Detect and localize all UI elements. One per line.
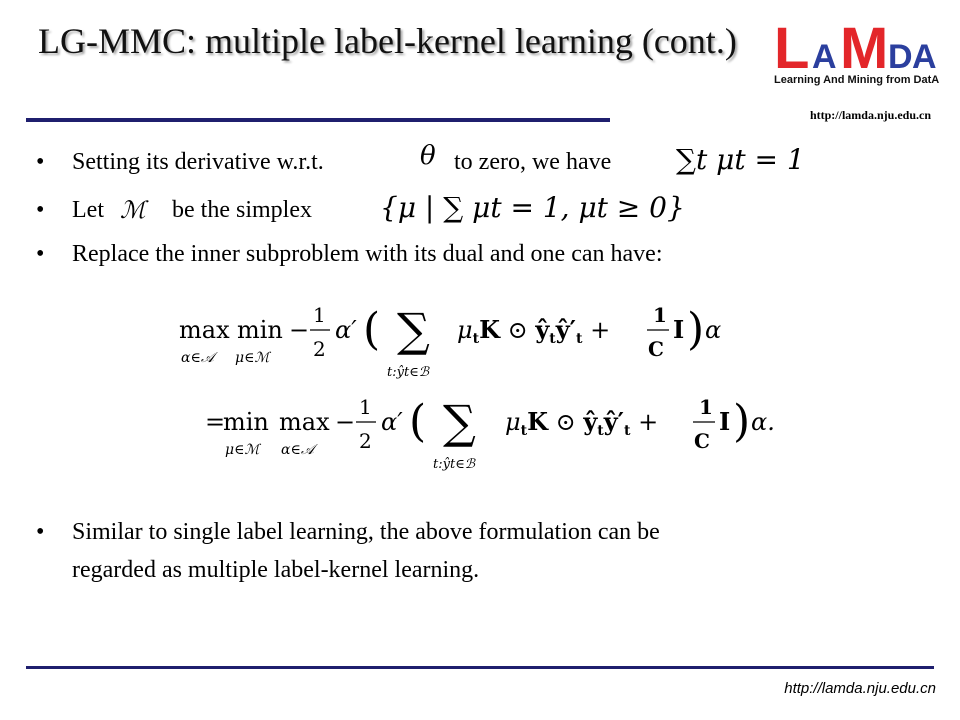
eq2-sum: ∑ [443, 395, 476, 449]
sum-mu-formula: ∑t μt = 1 [676, 143, 805, 176]
bullet-1-pre: Setting its derivative w.r.t. [72, 149, 324, 175]
eq1-op1: max [179, 316, 230, 344]
eq2-half-num: 1 [359, 395, 372, 419]
slide-title: LG-MMC: multiple label-kernel learning (cont.) [38, 21, 737, 61]
eq2-sum-sub: t:ŷt∈ℬ [433, 457, 476, 472]
bullet-4-line-1: Similar to single label learning, the above formulation can be [72, 519, 660, 545]
footer-rule [26, 666, 934, 669]
simplex-formula: {μ | ∑ μt = 1, μt ≥ 0} [380, 191, 685, 224]
eq2-op1: min [223, 408, 269, 436]
eq1-invc-den: C [648, 337, 664, 361]
bullet-dot: • [36, 241, 45, 267]
eq1-sum: ∑ [397, 303, 430, 357]
eq1-sum-sub: t:ŷt∈ℬ [387, 365, 430, 380]
eq2-alpha2: α. [751, 408, 775, 436]
eq2-invc-den: C [694, 429, 710, 453]
eq1-sub2: μ∈ℳ [235, 350, 270, 366]
lamda-logo-mark [770, 14, 945, 74]
logo-subtitle: Learning And Mining from DatA [774, 74, 940, 86]
lamda-logo [770, 14, 945, 122]
theta-symbol: θ [420, 141, 436, 171]
equation-line-2 [205, 395, 775, 472]
bullet-dot: • [36, 197, 45, 223]
footer-url: http://lamda.nju.edu.cn [784, 680, 936, 697]
eq1-half-den: 2 [313, 337, 326, 361]
eq2-sub2: α∈𝒜 [281, 442, 315, 458]
eq1-rparen: ) [687, 304, 705, 355]
bullet-3-text: Replace the inner subproblem with its dual and one can have: [72, 241, 663, 267]
eq1-lparen: ( [363, 304, 381, 355]
bullet-2-pre: Let [72, 197, 104, 223]
eq1-minus: − [289, 316, 310, 344]
simplex-symbol: ℳ [120, 196, 146, 224]
logo-letter-d: D [888, 38, 913, 74]
logo-letter-l: L [774, 16, 810, 74]
eq2-invc-num: 1 [699, 395, 713, 419]
bullet-dot: • [36, 149, 45, 175]
eq1-identity: I [673, 315, 685, 344]
eq2-alpha: α′ [381, 408, 403, 436]
eq1-op2: min [237, 316, 283, 344]
eq1-alpha: α′ [335, 316, 357, 344]
eq1-alpha2: α [705, 316, 722, 344]
eq1-body: $\mu_tK$ ⊙ $ŷ_tŷ'_t$ + [457, 315, 611, 347]
eq2-identity: I [719, 407, 731, 436]
bullet-2-post: be the simplex [172, 197, 312, 223]
eq2-sub1: μ∈ℳ [225, 442, 260, 458]
logo-letter-a2: A [912, 38, 937, 74]
dual-formulation [175, 282, 795, 482]
title-underline [26, 118, 610, 122]
eq2-body: $\mu_tK$ ⊙ $ŷ_tŷ'_t$ + [505, 407, 659, 439]
eq2-lparen: ( [409, 396, 427, 447]
logo-url: http://lamda.nju.edu.cn [809, 108, 931, 122]
equation-line-1 [179, 303, 721, 380]
eq2-op2: max [279, 408, 330, 436]
bullet-1-post: to zero, we have [454, 149, 612, 175]
logo-letter-m: M [840, 16, 889, 74]
logo-letter-a1: A [812, 38, 837, 74]
bullet-dot: • [36, 519, 45, 545]
eq2-rparen: ) [733, 396, 751, 447]
eq2-minus: − [335, 408, 356, 436]
eq1-sub1: α∈𝒜 [181, 350, 215, 366]
eq2-equals: = [205, 408, 226, 436]
bullet-4-line-2: regarded as multiple label-kernel learning. [72, 557, 480, 583]
eq1-half-num: 1 [313, 303, 326, 327]
eq2-half-den: 2 [359, 429, 372, 453]
eq1-invc-num: 1 [653, 303, 667, 327]
